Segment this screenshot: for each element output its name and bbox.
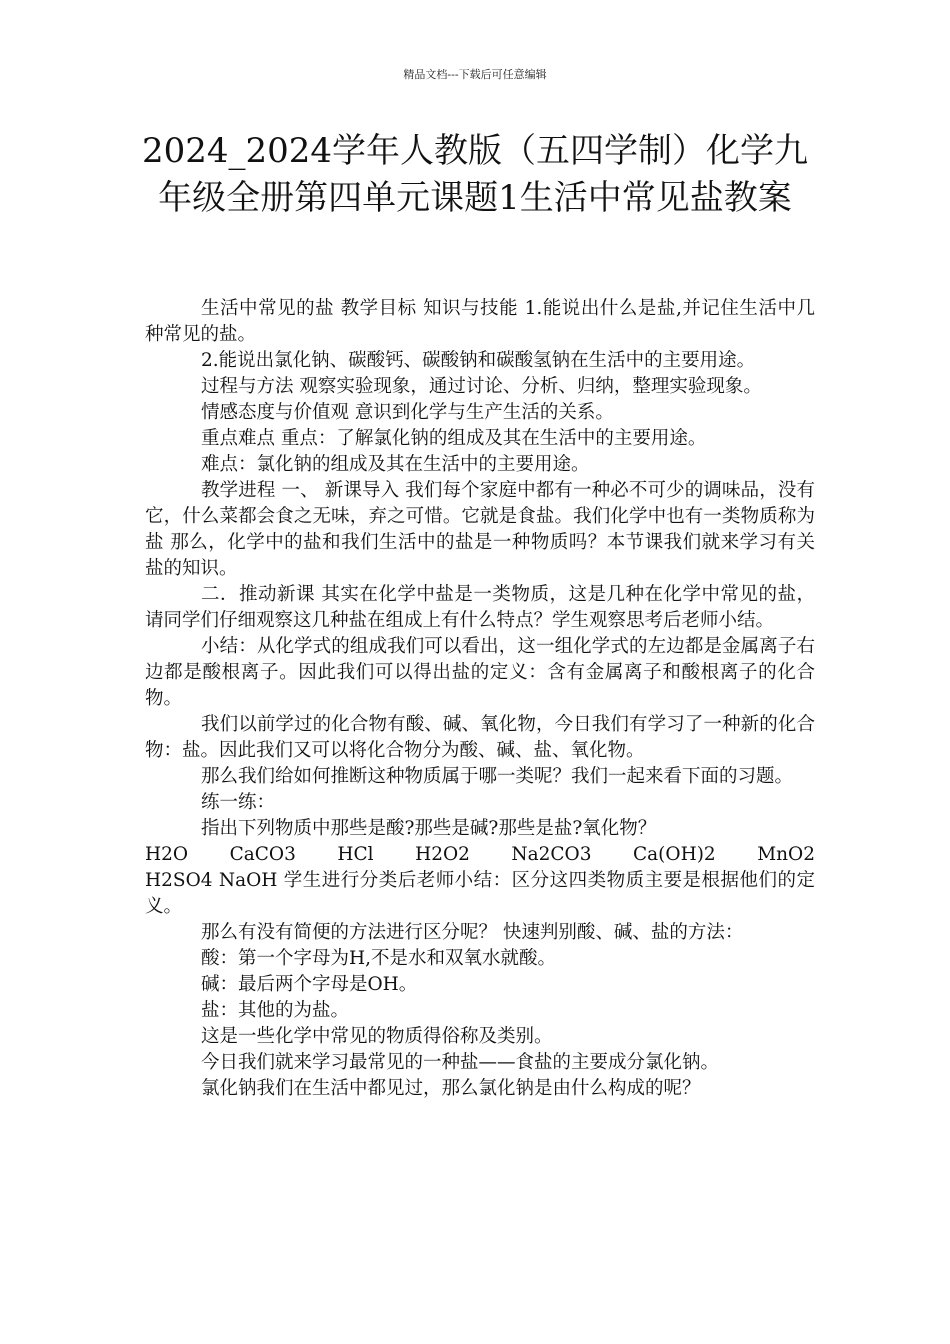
paragraph-key-points: 重点难点 重点：了解氯化钠的组成及其在生活中的主要用途。 [201, 428, 707, 449]
paragraph-table-salt: 今日我们就来学习最常见的一种盐——食盐的主要成分氯化钠。 [201, 1052, 720, 1073]
paragraph-question: 那么我们给如何推断这种物质属于哪一类呢？我们一起来看下面的习题。 [201, 766, 794, 787]
document-body [145, 296, 815, 1102]
paragraph-salt-rule: 盐：其他的为盐。 [201, 1000, 350, 1021]
paragraph-objective-2: 2.能说出氯化钠、碳酸钙、碳酸钠和碳酸氢钠在生活中的主要用途。 [201, 350, 756, 371]
paragraph-objectives: 生活中常见的盐 教学目标 知识与技能 1.能说出什么是盐,并记住生活中几种常见的盐。 [145, 298, 815, 345]
paragraph-difficulty: 难点：氯化钠的组成及其在生活中的主要用途。 [201, 454, 590, 475]
paragraph-quick-method: 那么有没有简便的方法进行区分呢？ 快速判别酸、碱、盐的方法： [201, 922, 744, 943]
paragraph-process-method: 过程与方法 观察实验现象，通过讨论、分析、归纳，整理实验现象。 [201, 376, 762, 397]
paragraph-summary: 小结：从化学式的组成我们可以看出，这一组化学式的左边都是金属离子右边都是酸根离子。因此我们可以得出盐的定义：含有金属离子和酸根离子的化合物。 [145, 636, 815, 709]
paragraph-compound-list: H2O CaCO3 HCl H2O2 Na2CO3 Ca(OH)2 MnO2 [145, 844, 815, 865]
paragraph-introduction: 教学进程 一、 新课导入 我们每个家庭中都有一种必不可少的调味品，没有它，什么菜都会食之无味，弃之可惜。它就是食盐。我们化学中也有一类物质称为盐 那么，化学中的盐和我们生活中的盐是一种物质吗？本节课我们就来学习有关盐的知识。 [145, 480, 815, 579]
paragraph-practice-prompt: 指出下列物质中那些是酸?那些是碱?那些是盐?氧化物？ [201, 818, 657, 839]
paragraph-new-lesson: 二．推动新课 其实在化学中盐是一类物质，这是几种在化学中常见的盐，请同学们仔细观察这几种盐在组成上有什么特点？学生观察思考后老师小结。 [145, 584, 815, 631]
paragraph-common-names: 这是一些化学中常见的物质得俗称及类别。 [201, 1026, 553, 1047]
paragraph-base-rule: 碱：最后两个字母是OH。 [201, 974, 418, 995]
paragraph-classification: H2SO4 NaOH 学生进行分类后老师小结：区分这四类物质主要是根据他们的定义。 [145, 870, 815, 917]
paragraph-attitude: 情感态度与价值观 意识到化学与生产生活的关系。 [201, 402, 614, 423]
paragraph-acid-rule: 酸：第一个字母为H,不是水和双氧水就酸。 [201, 948, 557, 969]
paragraph-practice-heading: 练一练： [201, 792, 276, 813]
document-title: 2024_2024学年人教版（五四学制）化学九年级全册第四单元课题1生活中常见盐教案 [141, 131, 809, 218]
paragraph-sodium-chloride: 氯化钠我们在生活中都见过，那么氯化钠是由什么构成的呢？ [201, 1078, 701, 1099]
paragraph-compound-types: 我们以前学过的化合物有酸、碱、氧化物，今日我们有学习了一种新的化合物：盐。因此我们又可以将化合物分为酸、碱、盐、氧化物。 [145, 714, 815, 761]
page-header-note: 精品文档---下载后可任意编辑 [403, 68, 547, 81]
